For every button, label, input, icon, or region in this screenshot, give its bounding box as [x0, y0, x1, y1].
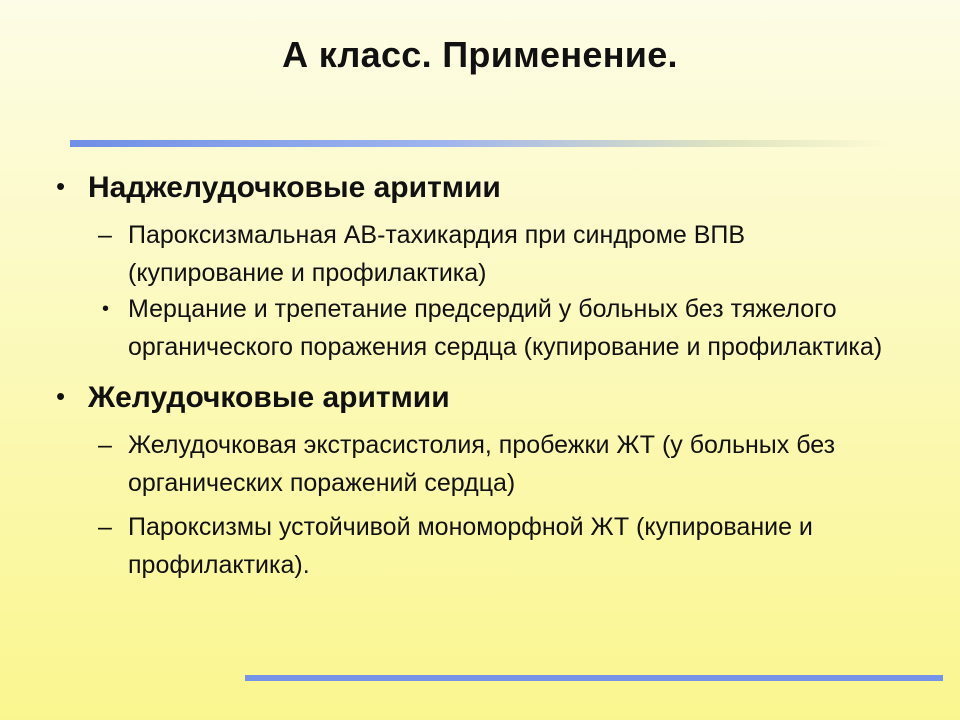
bullet-icon: •: [56, 171, 66, 201]
section-heading-text: Желудочковые аритмии: [88, 381, 450, 414]
list-item-line: Пароксизмы устойчивой мономорфной ЖТ (купирование и: [128, 513, 813, 541]
footer-divider: [245, 675, 943, 681]
slide-title: А класс. Применение.: [282, 34, 678, 75]
section-heading-text: Наджелудочковые аритмии: [88, 171, 501, 204]
title-divider: [70, 140, 890, 147]
dash-icon: –: [98, 431, 112, 459]
section-heading-supraventricular: [56, 170, 501, 206]
list-item-line: Пароксизмальная АВ-тахикардия при синдроме ВПВ: [128, 221, 746, 249]
dash-icon: –: [98, 221, 112, 249]
bullet-icon: •: [56, 381, 66, 411]
list-item-line: органических поражений сердца): [128, 469, 516, 497]
list-item-line: (купирование и профилактика): [128, 259, 487, 287]
list-item-line: Желудочковая экстрасистолия, пробежки ЖТ (у больных без: [128, 431, 836, 459]
list-item: [98, 216, 928, 292]
list-item: [102, 290, 928, 366]
list-item-line: органического поражения сердца (купирование и профилактика): [128, 333, 883, 361]
list-item: [98, 426, 928, 502]
bullet-icon: •: [102, 298, 110, 320]
section-heading-ventricular: [56, 380, 450, 416]
dash-icon: –: [98, 513, 112, 541]
list-item: [98, 508, 928, 584]
list-item-line: Мерцание и трепетание предсердий у больных без тяжелого: [128, 295, 837, 323]
list-item-line: профилактика).: [128, 551, 310, 579]
